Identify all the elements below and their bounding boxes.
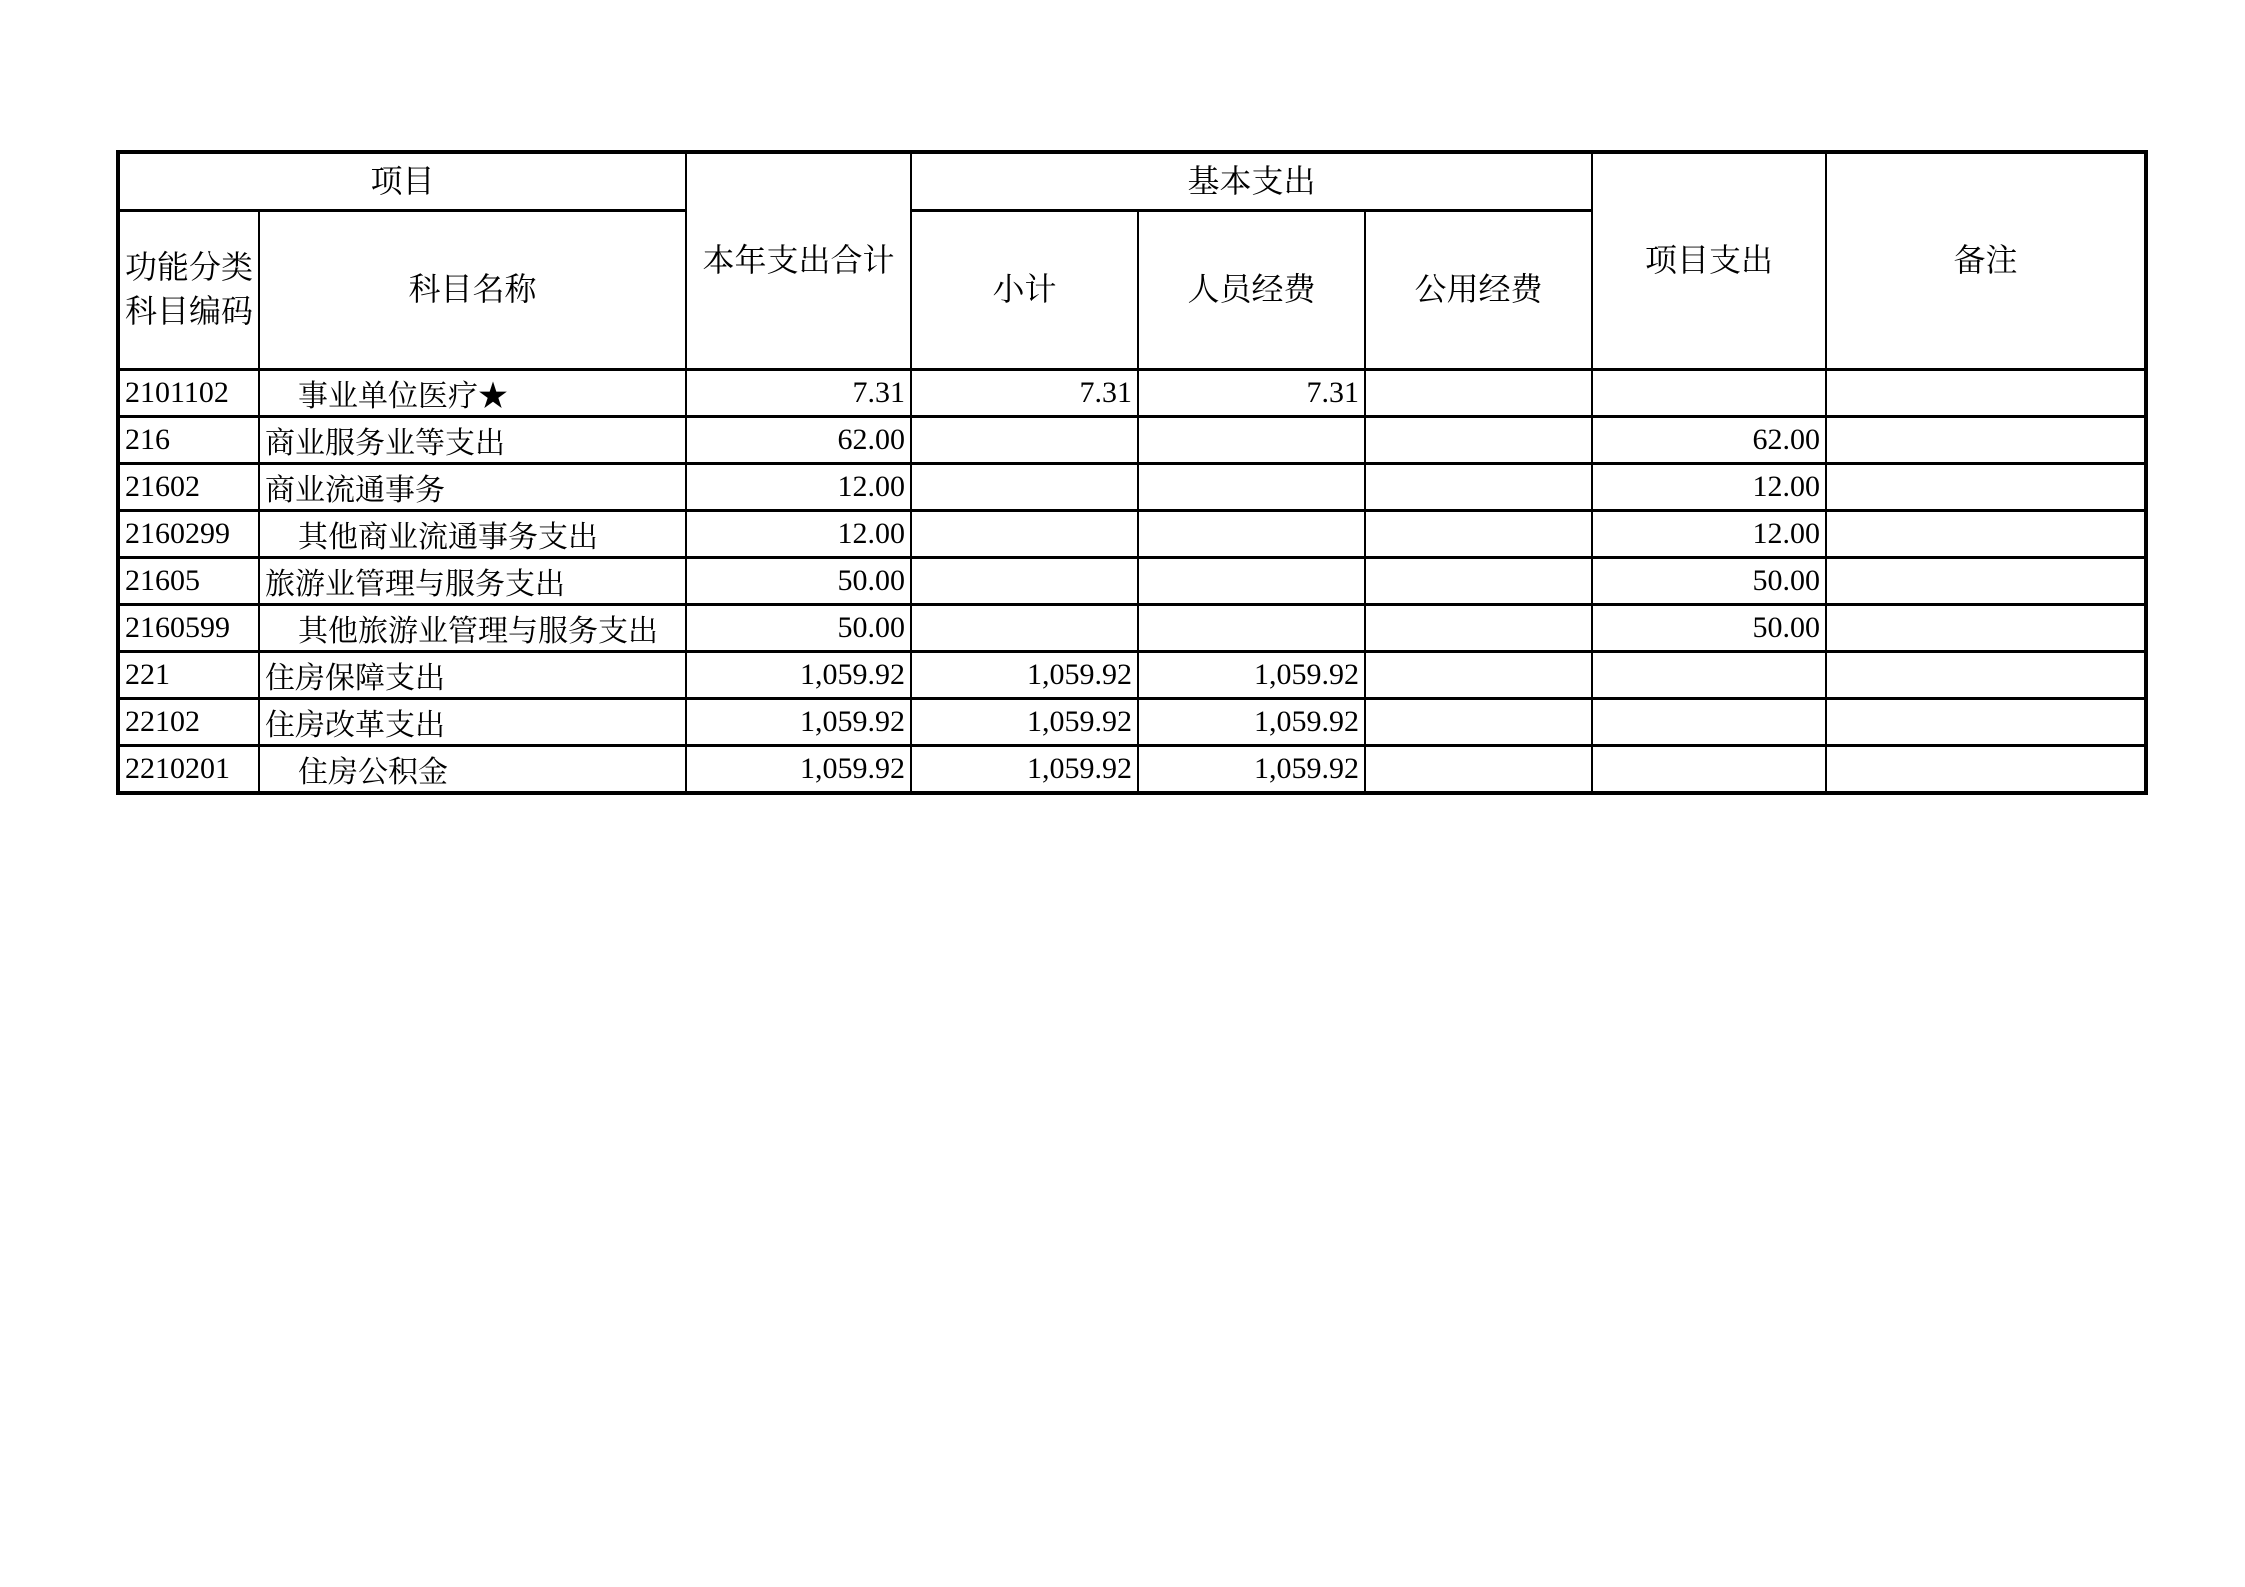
project-exp-cell: 50.00 bbox=[1592, 557, 1826, 604]
header-function-code bbox=[118, 210, 259, 369]
table-row bbox=[118, 604, 2146, 651]
header-basic-group: 基本支出 bbox=[911, 152, 1592, 210]
subject-name-cell: 其他旅游业管理与服务支出 bbox=[259, 604, 686, 651]
remarks-cell bbox=[1826, 557, 2146, 604]
year-total-cell: 12.00 bbox=[686, 463, 911, 510]
budget-expenditure-table bbox=[116, 150, 2148, 795]
remarks-cell bbox=[1826, 698, 2146, 745]
remarks-cell bbox=[1826, 369, 2146, 416]
header-subject-name: 科目名称 bbox=[259, 210, 686, 369]
code-cell: 2210201 bbox=[118, 745, 259, 793]
header-project-group: 项目 bbox=[118, 152, 686, 210]
header-row-1 bbox=[118, 152, 2146, 210]
header-function-code-line1: 功能分类 bbox=[125, 249, 254, 286]
subject-name-cell: 住房改革支出 bbox=[259, 698, 686, 745]
table-row bbox=[118, 651, 2146, 698]
project-exp-cell: 62.00 bbox=[1592, 416, 1826, 463]
subtotal-cell bbox=[911, 510, 1138, 557]
personnel-cell: 7.31 bbox=[1138, 369, 1365, 416]
subject-name-cell: 商业服务业等支出 bbox=[259, 416, 686, 463]
header-project-expenditure: 项目支出 bbox=[1592, 152, 1826, 369]
subtotal-cell: 1,059.92 bbox=[911, 745, 1138, 793]
subject-name-cell: 住房公积金 bbox=[259, 745, 686, 793]
public-funds-cell bbox=[1365, 510, 1592, 557]
subject-name-cell: 旅游业管理与服务支出 bbox=[259, 557, 686, 604]
project-exp-cell: 12.00 bbox=[1592, 510, 1826, 557]
header-remarks: 备注 bbox=[1826, 152, 2146, 369]
code-cell: 2101102 bbox=[118, 369, 259, 416]
header-personnel-funds: 人员经费 bbox=[1138, 210, 1365, 369]
subject-name-cell: 住房保障支出 bbox=[259, 651, 686, 698]
subtotal-cell bbox=[911, 416, 1138, 463]
personnel-cell bbox=[1138, 604, 1365, 651]
year-total-cell: 12.00 bbox=[686, 510, 911, 557]
header-year-total: 本年支出合计 bbox=[686, 152, 911, 369]
table-row bbox=[118, 557, 2146, 604]
remarks-cell bbox=[1826, 604, 2146, 651]
table-row bbox=[118, 463, 2146, 510]
subject-name-cell: 其他商业流通事务支出 bbox=[259, 510, 686, 557]
personnel-cell: 1,059.92 bbox=[1138, 745, 1365, 793]
public-funds-cell bbox=[1365, 369, 1592, 416]
subtotal-cell bbox=[911, 557, 1138, 604]
personnel-cell bbox=[1138, 557, 1365, 604]
remarks-cell bbox=[1826, 463, 2146, 510]
header-function-code-line2: 科目编码 bbox=[125, 292, 254, 329]
table-row bbox=[118, 510, 2146, 557]
table-row bbox=[118, 698, 2146, 745]
year-total-cell: 50.00 bbox=[686, 604, 911, 651]
subtotal-cell bbox=[911, 463, 1138, 510]
public-funds-cell bbox=[1365, 698, 1592, 745]
table-row bbox=[118, 745, 2146, 793]
project-exp-cell bbox=[1592, 651, 1826, 698]
code-cell: 22102 bbox=[118, 698, 259, 745]
table-row bbox=[118, 369, 2146, 416]
code-cell: 2160599 bbox=[118, 604, 259, 651]
public-funds-cell bbox=[1365, 557, 1592, 604]
public-funds-cell bbox=[1365, 463, 1592, 510]
public-funds-cell bbox=[1365, 745, 1592, 793]
code-cell: 21602 bbox=[118, 463, 259, 510]
personnel-cell: 1,059.92 bbox=[1138, 698, 1365, 745]
project-exp-cell: 50.00 bbox=[1592, 604, 1826, 651]
subtotal-cell: 7.31 bbox=[911, 369, 1138, 416]
year-total-cell: 62.00 bbox=[686, 416, 911, 463]
remarks-cell bbox=[1826, 416, 2146, 463]
code-cell: 2160299 bbox=[118, 510, 259, 557]
subtotal-cell: 1,059.92 bbox=[911, 698, 1138, 745]
code-cell: 216 bbox=[118, 416, 259, 463]
public-funds-cell bbox=[1365, 416, 1592, 463]
remarks-cell bbox=[1826, 510, 2146, 557]
year-total-cell: 1,059.92 bbox=[686, 698, 911, 745]
personnel-cell bbox=[1138, 463, 1365, 510]
project-exp-cell: 12.00 bbox=[1592, 463, 1826, 510]
subtotal-cell: 1,059.92 bbox=[911, 651, 1138, 698]
header-public-funds: 公用经费 bbox=[1365, 210, 1592, 369]
subtotal-cell bbox=[911, 604, 1138, 651]
project-exp-cell bbox=[1592, 698, 1826, 745]
code-cell: 21605 bbox=[118, 557, 259, 604]
table-row bbox=[118, 416, 2146, 463]
code-cell: 221 bbox=[118, 651, 259, 698]
public-funds-cell bbox=[1365, 651, 1592, 698]
remarks-cell bbox=[1826, 651, 2146, 698]
project-exp-cell bbox=[1592, 745, 1826, 793]
personnel-cell bbox=[1138, 510, 1365, 557]
public-funds-cell bbox=[1365, 604, 1592, 651]
year-total-cell: 50.00 bbox=[686, 557, 911, 604]
personnel-cell bbox=[1138, 416, 1365, 463]
year-total-cell: 1,059.92 bbox=[686, 651, 911, 698]
subject-name-cell: 事业单位医疗★ bbox=[259, 369, 686, 416]
project-exp-cell bbox=[1592, 369, 1826, 416]
header-subtotal: 小计 bbox=[911, 210, 1138, 369]
remarks-cell bbox=[1826, 745, 2146, 793]
subject-name-cell: 商业流通事务 bbox=[259, 463, 686, 510]
personnel-cell: 1,059.92 bbox=[1138, 651, 1365, 698]
year-total-cell: 1,059.92 bbox=[686, 745, 911, 793]
year-total-cell: 7.31 bbox=[686, 369, 911, 416]
